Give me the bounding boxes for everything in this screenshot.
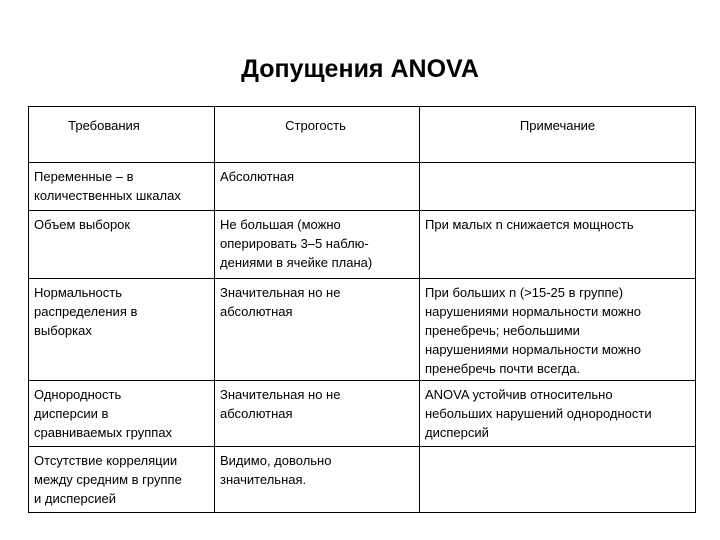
table-row (29, 381, 696, 447)
strictness-cell (215, 163, 420, 211)
strictness-cell (215, 381, 420, 447)
page-title: Допущения ANOVA (241, 55, 479, 83)
table-header-row (29, 107, 696, 163)
note-cell (420, 279, 696, 381)
requirement-cell (29, 279, 215, 381)
table-row (29, 163, 696, 211)
column-header-strictness: Строгость (215, 107, 420, 163)
note-cell (420, 447, 696, 513)
strictness-cell (215, 279, 420, 381)
strictness-cell (215, 211, 420, 279)
requirement-cell (29, 163, 215, 211)
strictness-cell (215, 447, 420, 513)
requirement-text: Однородность дисперсии в сравниваемых группах (34, 387, 173, 440)
requirement-cell (29, 447, 215, 513)
table-row (29, 279, 696, 381)
column-header-notes: Примечание (420, 107, 696, 163)
note-text: При малых n снижается мощность (425, 217, 634, 232)
column-header-requirements: Требования (29, 107, 215, 163)
strictness-text: Значительная но не абсолютная (220, 285, 341, 319)
requirement-text: Переменные – в количественных шкалах (34, 169, 181, 203)
requirement-cell (29, 381, 215, 447)
strictness-text: Значительная но не абсолютная (220, 387, 341, 421)
strictness-text: Видимо, довольно значительная. (220, 453, 332, 487)
requirement-text: Нормальность распределения в выборках (34, 285, 138, 338)
table-row (29, 447, 696, 513)
requirement-text: Отсутствие корреляции между средним в группе и дисперсией (34, 453, 182, 506)
note-cell (420, 163, 696, 211)
note-cell (420, 381, 696, 447)
note-cell (420, 211, 696, 279)
note-text: ANOVA устойчив относительно небольших нарушений однородности дисперсий (425, 387, 652, 440)
strictness-text: Не большая (можно оперировать 3–5 наблю- дениями в ячейке плана) (220, 217, 373, 270)
table-row (29, 211, 696, 279)
requirement-text: Объем выборок (34, 217, 131, 232)
strictness-text: Абсолютная (220, 169, 295, 184)
note-text: При больших n (>15-25 в группе) нарушениями нормальности можно пренебречь; небольшими нарушениями нормальности можно пренебречь почти всегда. (425, 285, 641, 376)
requirement-cell (29, 211, 215, 279)
assumptions-table (28, 106, 696, 513)
